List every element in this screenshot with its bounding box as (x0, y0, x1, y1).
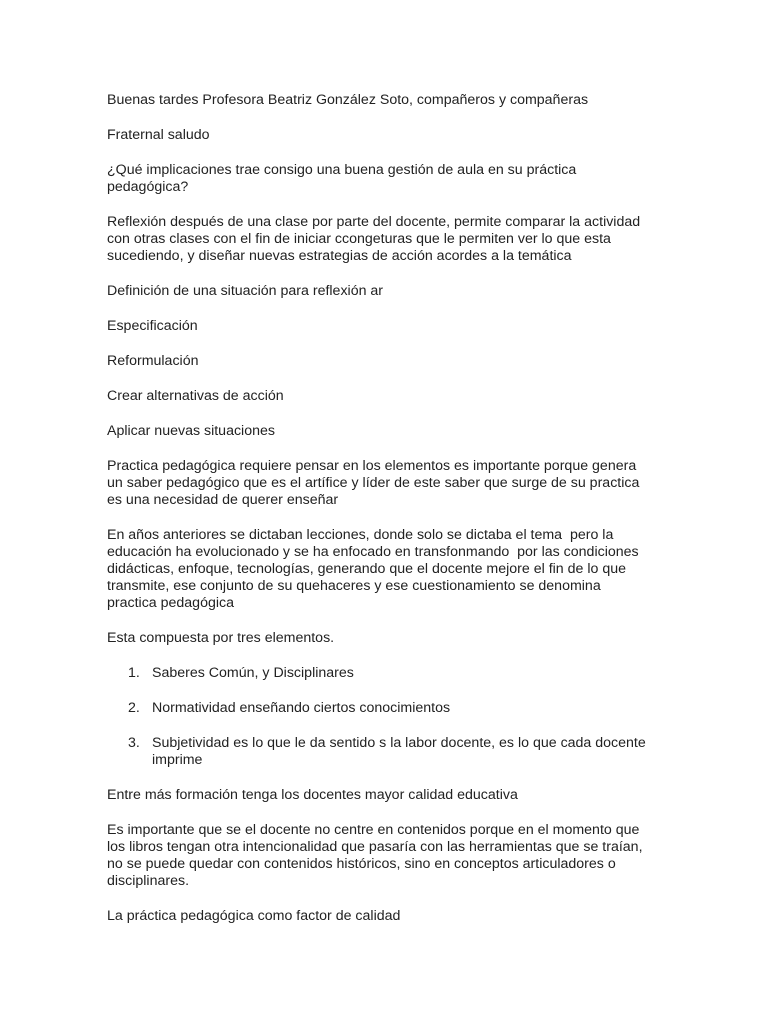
list-item-number: 3. (128, 735, 140, 751)
list-item-text: Normatividad enseñando ciertos conocimientos (152, 700, 451, 716)
definition-paragraph: Definición de una situación para reflexión ar (107, 283, 384, 299)
greeting-paragraph: Buenas tardes Profesora Beatriz González Soto, compañeros y compañeras (107, 92, 589, 108)
list-item (107, 665, 652, 682)
history-paragraph: En años anteriores se dictaban lecciones, donde solo se dictaba el tema pero la educación ha evolucionado y se ha enfocado en transfonmando por las condiciones didácticas, enfoque, tecnologías, generando que el docente mejore el fin de lo que transmite, ese conjunto de su quehaceres y ese cuestionamiento se denomina practica pedagógica (107, 527, 643, 611)
document-page (107, 92, 652, 943)
importance-paragraph: Es importante que se el docente no centre en contenidos porque en el momento que los libros tengan otra intencionalidad que pasaría con las herramientas que se traían, no se puede quedar con contenidos históricos, sino en conceptos articuladores o disciplinares. (107, 822, 647, 889)
training-paragraph: Entre más formación tenga los docentes mayor calidad educativa (107, 787, 518, 803)
practice-paragraph: Practica pedagógica requiere pensar en los elementos es importante porque genera un saber pedagógico que es el artífice y líder de este saber que surge de su practica es una necesidad de querer enseñar (107, 458, 644, 508)
list-item-number: 1. (128, 665, 140, 681)
reflection-paragraph: Reflexión después de una clase por parte del docente, permite comparar la actividad con otras clases con el fin de iniciar ccongeturas que le permiten ver lo que esta sucediendo, y diseñar nuevas estrategias de acción acordes a la temática (107, 214, 645, 264)
list-item (107, 735, 652, 769)
list-item-number: 2. (128, 700, 140, 716)
elements-list (107, 665, 652, 769)
step-reformulation: Reformulación (107, 353, 199, 369)
composition-paragraph: Esta compuesta por tres elementos. (107, 630, 335, 646)
list-item-text: Saberes Común, y Disciplinares (152, 665, 354, 681)
step-apply: Aplicar nuevas situaciones (107, 423, 275, 439)
list-item (107, 700, 652, 717)
step-alternatives: Crear alternativas de acción (107, 388, 284, 404)
step-specification: Especificación (107, 318, 198, 334)
question-paragraph: ¿Qué implicaciones trae consigo una buena gestión de aula en su práctica pedagógica? (107, 162, 581, 195)
closing-heading: La práctica pedagógica como factor de calidad (107, 908, 401, 924)
list-item-text: Subjetividad es lo que le da sentido s la labor docente, es lo que cada docente imprime (152, 735, 646, 768)
salutation-paragraph: Fraternal saludo (107, 127, 210, 143)
